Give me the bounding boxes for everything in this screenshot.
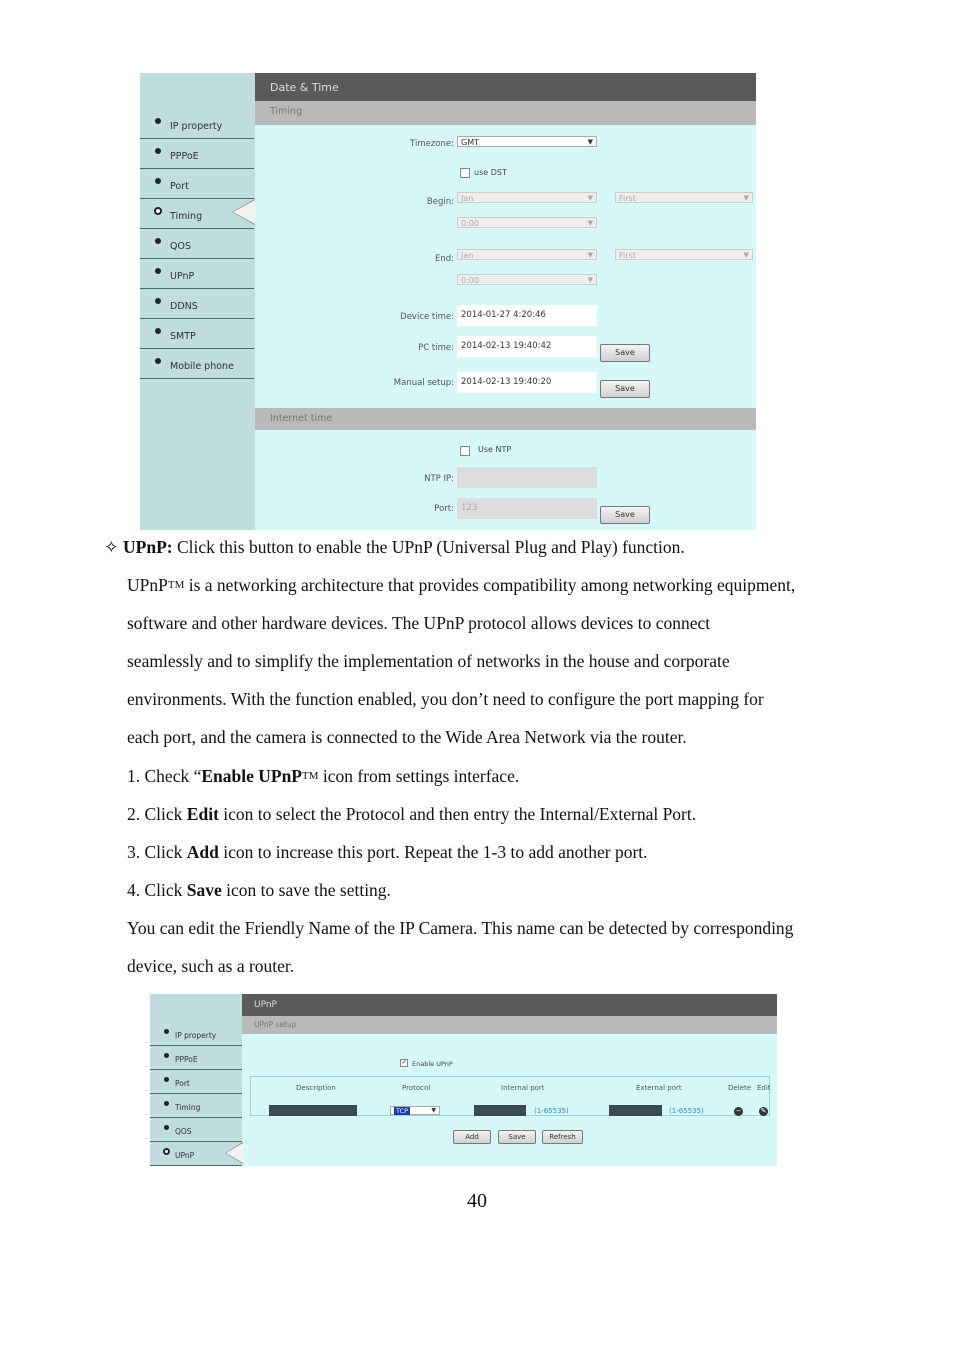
section-title-timing: Timing <box>255 101 756 125</box>
pc-time-label: PC time: <box>418 343 454 353</box>
paragraph-line: seamlessly and to simplify the implementation of networks in the house and corporate <box>127 651 730 671</box>
bullet-icon <box>154 207 162 215</box>
sidebar-item-ip-property[interactable]: IP property <box>150 1022 242 1046</box>
timing-settings-screenshot <box>140 73 756 530</box>
end-time-select[interactable]: 0:00 ▼ <box>457 274 597 285</box>
step-4: 4. Click Save icon to save the setting. <box>127 880 391 900</box>
dropdown-arrow-icon: ▼ <box>743 251 749 259</box>
active-pointer-fill <box>233 200 255 224</box>
step-1: 1. Check “Enable UPnP™ icon from settings interface. <box>127 766 520 786</box>
device-time-label: Device time: <box>400 312 454 322</box>
column-header-delete: Delete <box>728 1084 751 1092</box>
diamond-bullet-icon: ✧ <box>104 537 119 557</box>
paragraph-line: software and other hardware devices. The UPnP protocol allows devices to connect <box>127 613 711 633</box>
settings-sidebar <box>140 73 255 530</box>
add-button[interactable]: Add <box>453 1130 491 1144</box>
sidebar-item-ip-property[interactable]: IP property <box>140 110 254 139</box>
bullet-icon <box>155 148 161 154</box>
use-dst-checkbox[interactable] <box>460 168 470 178</box>
bullet-icon <box>163 1148 170 1155</box>
end-month-select[interactable]: Jan ▼ <box>457 249 597 260</box>
ntp-ip-input[interactable] <box>457 467 597 488</box>
step-2: 2. Click Edit icon to select the Protocol and then entry the Internal/External Port. <box>127 804 697 824</box>
page-title: UPnP <box>242 994 777 1016</box>
bullet-icon <box>155 178 161 184</box>
sidebar-item-pppoe[interactable]: PPPoE <box>150 1046 242 1070</box>
column-header-external-port: External port <box>636 1084 682 1092</box>
internal-port-input[interactable] <box>474 1105 526 1116</box>
bullet-icon <box>155 238 161 244</box>
column-header-description: Description <box>296 1084 336 1092</box>
dropdown-arrow-icon: ▼ <box>587 194 593 202</box>
bullet-icon <box>164 1077 169 1082</box>
begin-month-select[interactable]: Jan ▼ <box>457 192 597 203</box>
dropdown-arrow-icon: ▼ <box>587 138 593 146</box>
page-number: 40 <box>467 1190 487 1212</box>
manual-setup-save-button[interactable]: Save <box>600 380 650 398</box>
pc-time-field: 2014-02-13 19:40:42 <box>457 336 597 357</box>
internal-port-range: (1-65535) <box>534 1107 569 1115</box>
upnp-settings-screenshot <box>150 994 777 1166</box>
bullet-icon <box>164 1053 169 1058</box>
paragraph-line: UPnP™ is a networking architecture that provides compatibility among networking equipment, <box>127 575 796 595</box>
bullet-icon <box>164 1125 169 1130</box>
ntp-port-label: Port: <box>434 504 454 514</box>
column-header-edit: Edit <box>757 1084 771 1092</box>
end-week-select[interactable]: First ▼ <box>615 249 753 260</box>
upnp-heading-line: ✧ UPnP: Click this button to enable the UPnP (Universal Plug and Play) function. <box>104 537 685 557</box>
sidebar-item-qos[interactable]: QOS <box>150 1118 242 1142</box>
manual-setup-input[interactable]: 2014-02-13 19:40:20 <box>457 372 597 393</box>
ntp-port-input[interactable]: 123 <box>457 498 597 519</box>
external-port-input[interactable] <box>609 1105 662 1116</box>
sidebar-item-port[interactable]: Port <box>150 1070 242 1094</box>
edit-icon[interactable]: ✎ <box>760 1107 767 1115</box>
dropdown-arrow-icon: ▼ <box>587 276 593 284</box>
sidebar-item-timing[interactable]: Timing <box>150 1094 242 1118</box>
settings-sidebar <box>150 994 242 1166</box>
paragraph-line: device, such as a router. <box>127 956 295 976</box>
refresh-button[interactable]: Refresh <box>542 1130 583 1144</box>
description-input[interactable] <box>269 1105 357 1116</box>
bullet-icon <box>155 358 161 364</box>
enable-upnp-label: Enable UPnP <box>412 1060 453 1068</box>
use-dst-label: use DST <box>474 168 507 177</box>
sidebar-item-upnp[interactable]: UPnP <box>140 260 254 289</box>
delete-icon[interactable]: − <box>735 1107 742 1115</box>
section-title-upnp-setup: UPnP setup <box>242 1016 777 1034</box>
paragraph-line: environments. With the function enabled, you don’t need to configure the port mapping for <box>127 689 764 709</box>
timezone-select[interactable]: GMT ▼ <box>457 136 597 147</box>
step-3: 3. Click Add icon to increase this port. Repeat the 1-3 to add another port. <box>127 842 648 862</box>
dropdown-arrow-icon: ▼ <box>743 194 749 202</box>
dropdown-arrow-icon: ▼ <box>587 219 593 227</box>
paragraph-line: each port, and the camera is connected to the Wide Area Network via the router. <box>127 727 687 747</box>
bullet-icon <box>164 1101 169 1106</box>
sidebar-item-mobile-phone[interactable]: Mobile phone <box>140 350 254 379</box>
external-port-range: (1-65535) <box>669 1107 704 1115</box>
column-header-protocol: Protocol <box>402 1084 431 1092</box>
sidebar-item-upnp[interactable]: UPnP <box>150 1142 242 1166</box>
begin-week-select[interactable]: First ▼ <box>615 192 753 203</box>
begin-time-select[interactable]: 0:00 ▼ <box>457 217 597 228</box>
end-label: End: <box>434 254 454 264</box>
sidebar-item-qos[interactable]: QOS <box>140 230 254 259</box>
device-time-field: 2014-01-27 4:20:46 <box>457 305 597 326</box>
timezone-label: Timezone: <box>410 139 454 149</box>
section-title-internet-time: Internet time <box>255 408 756 430</box>
manual-setup-label: Manual setup: <box>393 378 454 388</box>
use-ntp-label: Use NTP <box>478 445 512 454</box>
sidebar-item-pppoe[interactable]: PPPoE <box>140 140 254 169</box>
use-ntp-checkbox[interactable] <box>460 446 470 456</box>
dropdown-arrow-icon: ▼ <box>431 1107 436 1114</box>
column-header-internal-port: Internal port <box>501 1084 545 1092</box>
sidebar-item-port[interactable]: Port <box>140 170 254 199</box>
active-pointer-fill <box>226 1143 243 1163</box>
begin-label: Begin: <box>426 197 454 207</box>
sidebar-item-smtp[interactable]: SMTP <box>140 320 254 349</box>
ntp-save-button[interactable]: Save <box>600 506 650 524</box>
bullet-icon <box>164 1029 169 1034</box>
paragraph-line: You can edit the Friendly Name of the IP Camera. This name can be detected by corresponding <box>127 918 794 938</box>
sidebar-item-timing[interactable]: Timing <box>140 200 254 229</box>
save-button[interactable]: Save <box>498 1130 536 1144</box>
bullet-icon <box>155 118 161 124</box>
sidebar-item-ddns[interactable]: DDNS <box>140 290 254 319</box>
enable-upnp-checkbox[interactable]: ✓ <box>401 1060 407 1066</box>
dropdown-arrow-icon: ▼ <box>587 251 593 259</box>
ntp-ip-label: NTP IP: <box>424 474 454 484</box>
protocol-select[interactable]: TCP ▼ <box>390 1106 440 1115</box>
bullet-icon <box>155 268 161 274</box>
page-title: Date & Time <box>255 73 756 101</box>
pc-time-save-button[interactable]: Save <box>600 344 650 362</box>
bullet-icon <box>155 328 161 334</box>
bullet-icon <box>155 298 161 304</box>
